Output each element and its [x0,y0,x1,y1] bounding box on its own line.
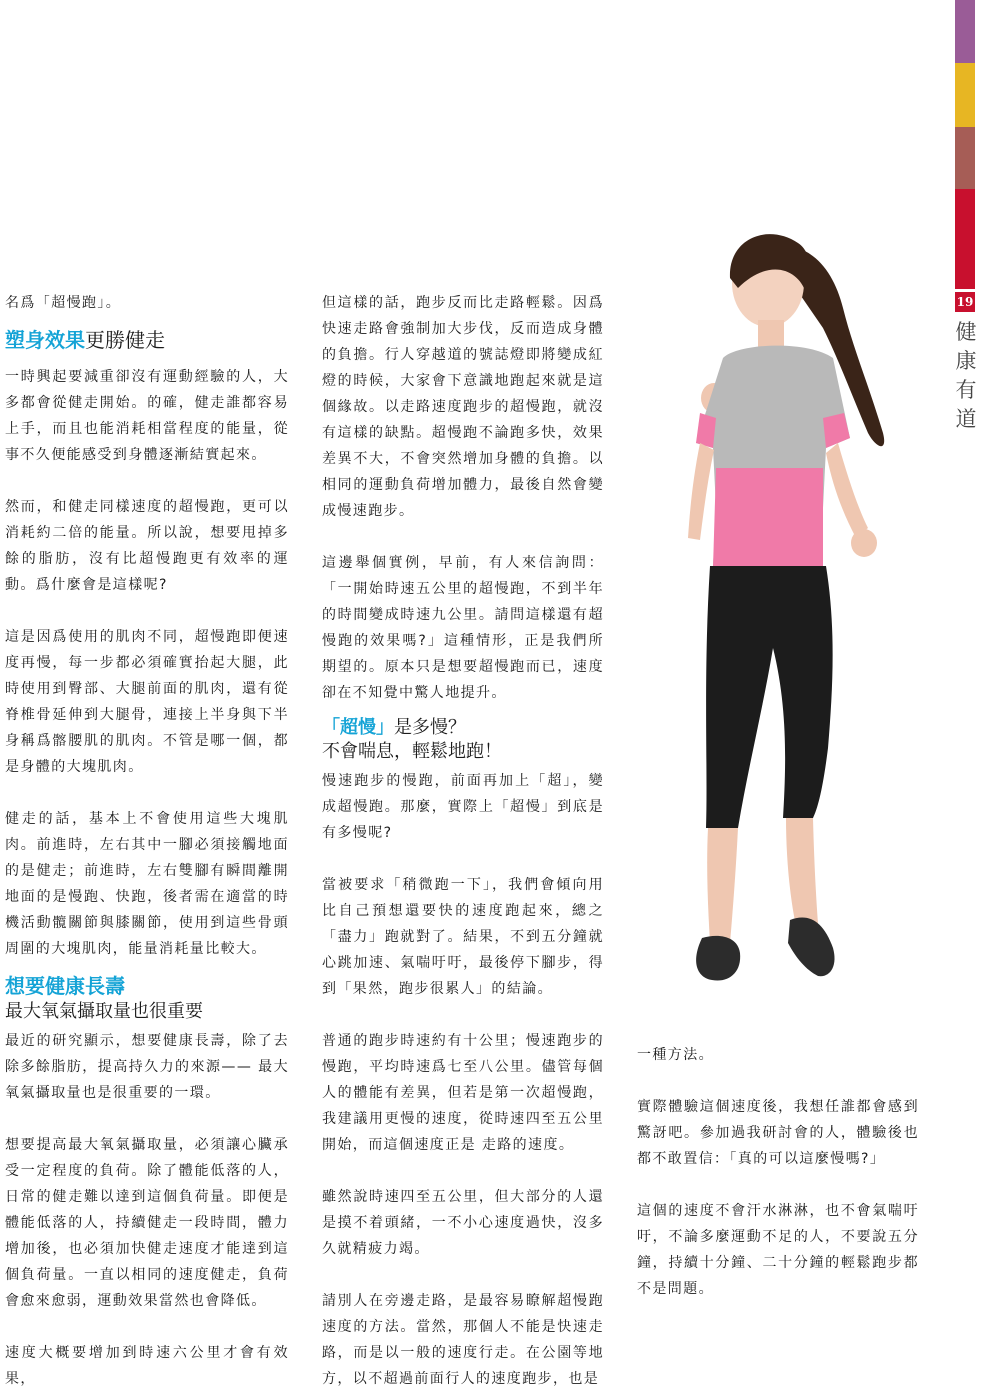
paragraph: 但這樣的話，跑步反而比走路輕鬆。因爲快速走路會強制加大步伐，反而造成身體的負擔。行人穿越道的號誌燈即將變成紅燈的時候，大家會下意識地跑起來就是這個緣故。以走路速度跑步的超慢跑，就沒有這樣的缺點。超慢跑不論跑多快，效果差異不大，不會突然增加身體的負擔。以相同的運動負荷增加體力，最後自然會變成慢速跑步。 [322,295,604,519]
column-right [637,1042,919,1302]
heading-text: 最大氧氣攝取量也很重要 [5,1001,203,1022]
heading-text: 是多慢？ [394,717,466,738]
color-tab-red [955,189,975,289]
heading-text: 不會喘息，輕鬆地跑！ [322,741,502,762]
heading-accent: 「超慢」 [322,717,394,738]
column-left [5,290,289,1392]
paragraph: 一種方法。 [637,1047,714,1063]
paragraph: 這個的速度不會汗水淋淋，也不會氣喘吁吁，不論多麼運動不足的人，不要說五分鐘，持續十分鐘、二十分鐘的輕鬆跑步都不是問題。 [637,1203,919,1297]
section-heading [5,326,289,354]
paragraph: 這邊舉個實例，早前，有人來信詢問：「一開始時速五公里的超慢跑，不到半年的時間變成時速九公里。請問這樣還有超慢跑的效果嗎?」這種情形，正是我們所期望的。原本只是想要超慢跑而已，速度卻在不知覺中驚人地提升。 [322,555,604,701]
paragraph: 請別人在旁邊走路，是最容易瞭解超慢跑速度的方法。當然，那個人不能是快速走路，而是以一般的速度行走。在公園等地方，以不超過前面行人的速度跑步，也是 [322,1293,604,1387]
section-subheading [322,740,604,764]
section-title-char: 康 [955,349,977,373]
paragraph: 雖然說時速四至五公里，但大部分的人還是摸不着頭緒，一不小心速度過快，沒多久就精疲力竭。 [322,1189,604,1257]
paragraph: 當被要求「稍微跑一下」，我們會傾向用比自己預想還要快的速度跑起來，總之「盡力」跑就對了。結果，不到五分鐘就心跳加速、氣喘吁吁，最後停下腳步，得到「果然，跑步很累人」的結論。 [322,877,604,997]
paragraph: 最近的研究顯示，想要健康長壽，除了去除多餘脂肪，提高持久力的來源—— 最大氧氣攝取量也是很重要的一環。 [5,1033,289,1101]
heading-text: 更勝健走 [85,328,165,352]
color-tab-brown [955,127,975,189]
section-title-char: 有 [955,378,977,402]
paragraph: 這是因爲使用的肌肉不同，超慢跑即便速度再慢，每一步都必須確實抬起大腿，此時使用到臀部、大腿前面的肌肉，還有從脊椎骨延伸到大腿骨，連接上半身與下半身稱爲髂腰肌的肌肉。不管是哪一個，都是身體的大塊肌肉。 [5,629,289,775]
section-heading [5,972,289,1000]
column-middle [322,290,604,1392]
paragraph: 實際體驗這個速度後，我想任誰都會感到驚訝吧。參加過我研討會的人，體驗後也都不敢置信：「真的可以這麼慢嗎?」 [637,1099,919,1167]
section-title [955,318,977,434]
paragraph: 一時興起要減重卻沒有運動經驗的人，大多都會從健走開始。的確，健走誰都容易上手，而且也能消耗相當程度的能量，從事不久便能感受到身體逐漸結實起來。 [5,369,289,463]
paragraph: 健走的話，基本上不會使用這些大塊肌肉。前進時，左右其中一腳必須接觸地面的是健走；前進時，左右雙腳有瞬間離開地面的是慢跑、快跑，後者需在適當的時機活動髖關節與膝關節，使用到這些骨頭周圍的大塊肌肉，能量消耗量比較大。 [5,811,289,957]
section-title-char: 道 [955,407,977,431]
color-tab-yellow [955,63,975,127]
paragraph: 慢速跑步的慢跑，前面再加上「超」，變成超慢跑。那麼，實際上「超慢」到底是有多慢呢? [322,773,604,841]
section-title-char: 健 [955,320,977,344]
paragraph: 名爲「超慢跑」。 [5,295,122,311]
page-number: 19 [955,292,975,312]
paragraph: 速度大概要增加到時速六公里才會有效果， [5,1345,289,1387]
paragraph: 然而，和健走同樣速度的超慢跑，更可以消耗約二倍的能量。所以說，想要甩掉多餘的脂肪，沒有比超慢跑更有效率的運動。爲什麼會是這樣呢? [5,499,289,593]
section-subheading [5,1000,289,1024]
paragraph: 想要提高最大氧氣攝取量，必須讓心臟承受一定程度的負荷。除了體能低落的人，日常的健走難以達到這個負荷量。即便是體能低落的人，持續健走一段時間，體力增加後，也必須加快健走速度才能達到這個負荷量。一直以相同的速度健走，負荷會愈來愈弱，運動效果當然也會降低。 [5,1137,289,1309]
heading-accent: 塑身效果 [5,328,85,352]
runner-photo [618,208,918,1028]
color-tab-purple [955,0,975,63]
heading-accent: 想要健康長壽 [5,974,125,998]
section-heading [322,716,604,740]
paragraph: 普通的跑步時速約有十公里；慢速跑步的慢跑，平均時速爲七至八公里。儘管每個人的體能有差異，但若是第一次超慢跑，我建議用更慢的速度，從時速四至五公里開始，而這個速度正是 走路的速度。 [322,1033,604,1153]
